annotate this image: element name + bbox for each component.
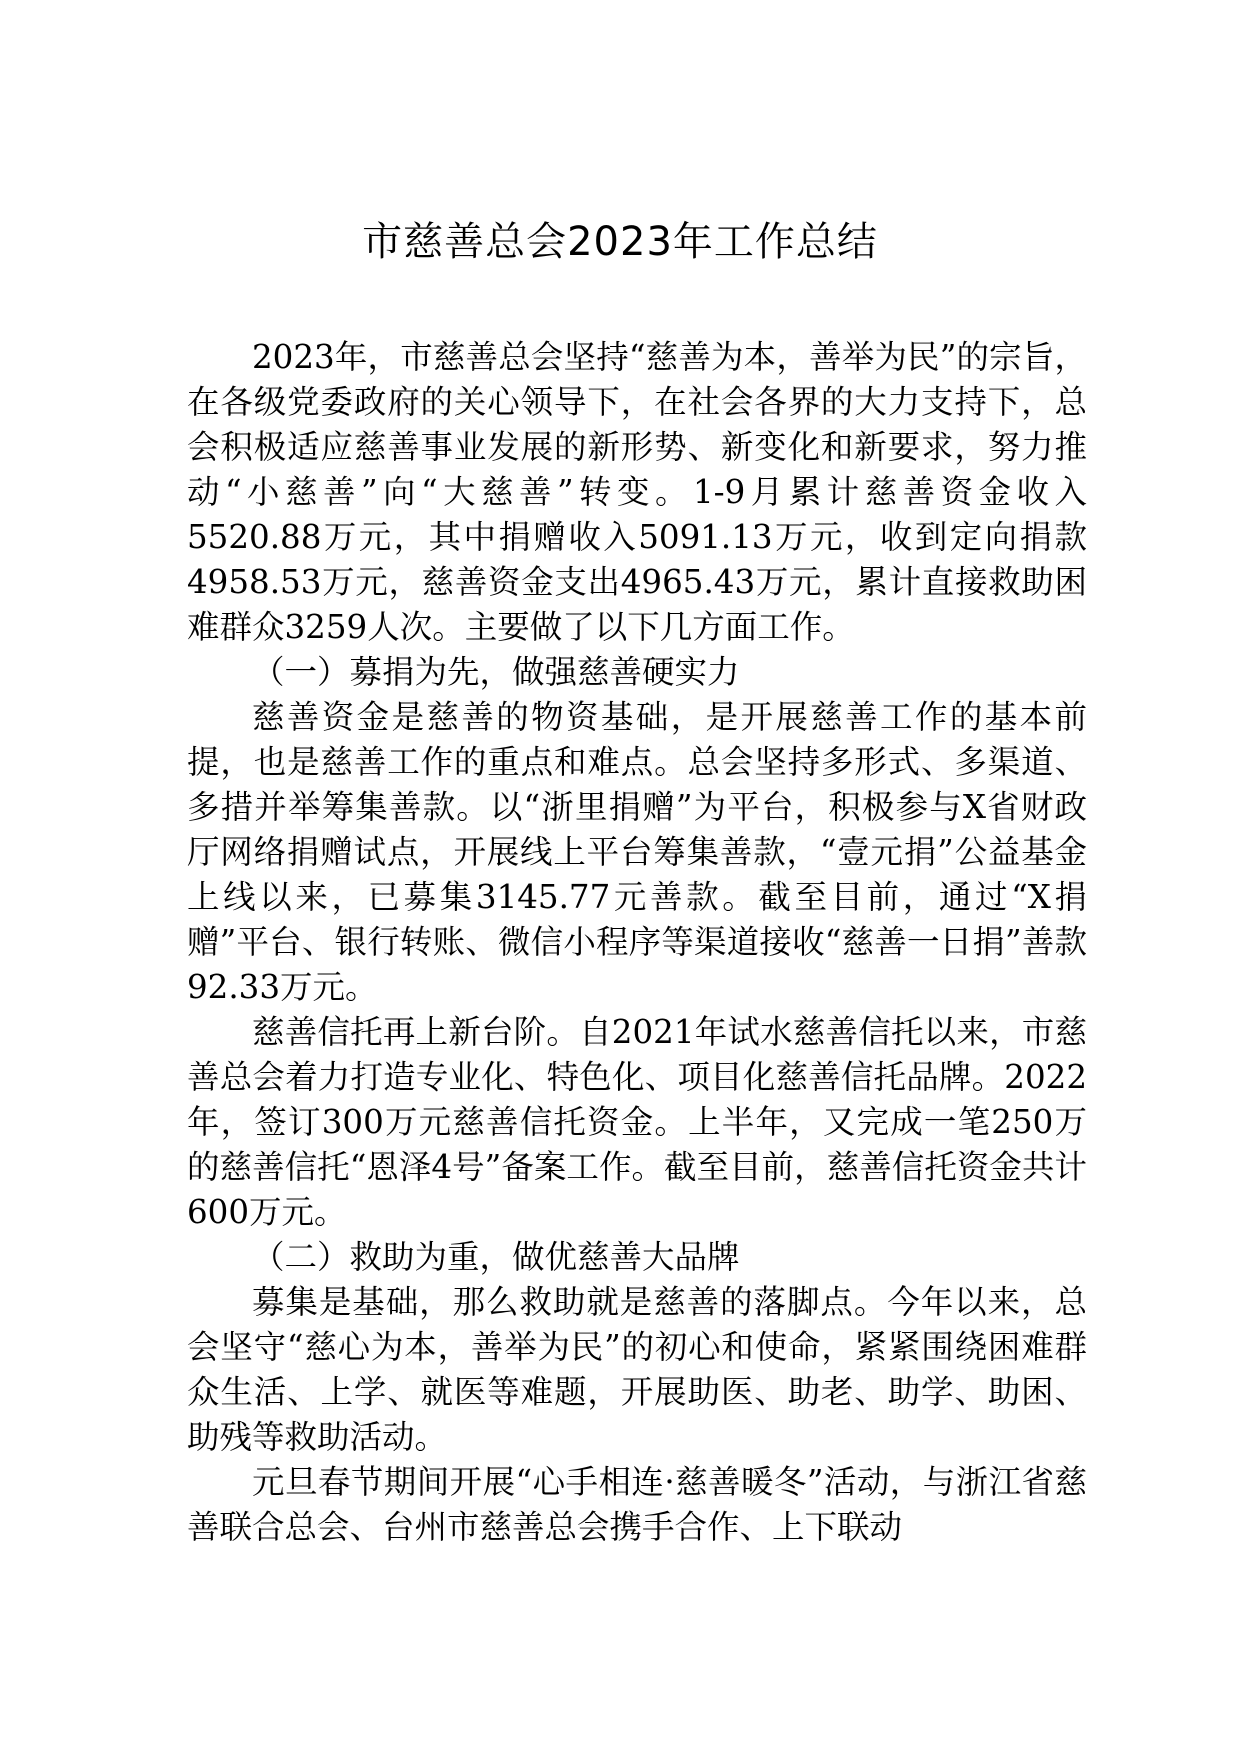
paragraph-charity-trust: 慈善信托再上新台阶。自2021年试水慈善信托以来，市慈善总会着力打造专业化、特色化、项目化慈善信托品牌。2022年，签订300万元慈善信托资金。上半年，又完成一笔250万的慈善信托“恩泽4号”备案工作。截至目前，慈善信托资金共计600万元。 bbox=[187, 1013, 1087, 1231]
paragraph-fundraising: 慈善资金是慈善的物资基础，是开展慈善工作的基本前提，也是慈善工作的重点和难点。总会坚持多形式、多渠道、多措并举筹集善款。以“浙里捐赠”为平台，积极参与X省财政厅网络捐赠试点，开展线上平台筹集善款，“壹元捐”公益基金上线以来，已募集3145.77元善款。截至目前，通过“X捐赠”平台、银行转账、微信小程序等渠道接收“慈善一日捐”善款92.33万元。 bbox=[187, 698, 1087, 1006]
section-heading-fundraising: （一）募捐为先，做强慈善硬实力 bbox=[252, 653, 740, 691]
section-heading-assistance: （二）救助为重，做优慈善大品牌 bbox=[252, 1238, 740, 1276]
paragraph-winter-activity: 元旦春节期间开展“心手相连·慈善暖冬”活动，与浙江省慈善联合总会、台州市慈善总会携手合作、上下联动 bbox=[187, 1463, 1087, 1546]
paragraph-assistance: 募集是基础，那么救助就是慈善的落脚点。今年以来，总会坚守“慈心为本，善举为民”的初心和使命，紧紧围绕困难群众生活、上学、就医等难题，开展助医、助老、助学、助困、助残等救助活动。 bbox=[187, 1283, 1087, 1456]
paragraph-intro: 2023年，市慈善总会坚持“慈善为本，善举为民”的宗旨，在各级党委政府的关心领导下，在社会各界的大力支持下，总会积极适应慈善事业发展的新形势、新变化和新要求，努力推动“小慈善”向“大慈善”转变。1-9月累计慈善资金收入5520.88万元，其中捐赠收入5091.13万元，收到定向捐款4958.53万元，慈善资金支出4965.43万元，累计直接救助困难群众3259人次。主要做了以下几方面工作。 bbox=[187, 338, 1087, 646]
document-body bbox=[187, 335, 1087, 1550]
document-title: 市慈善总会2023年工作总结 bbox=[362, 219, 878, 265]
